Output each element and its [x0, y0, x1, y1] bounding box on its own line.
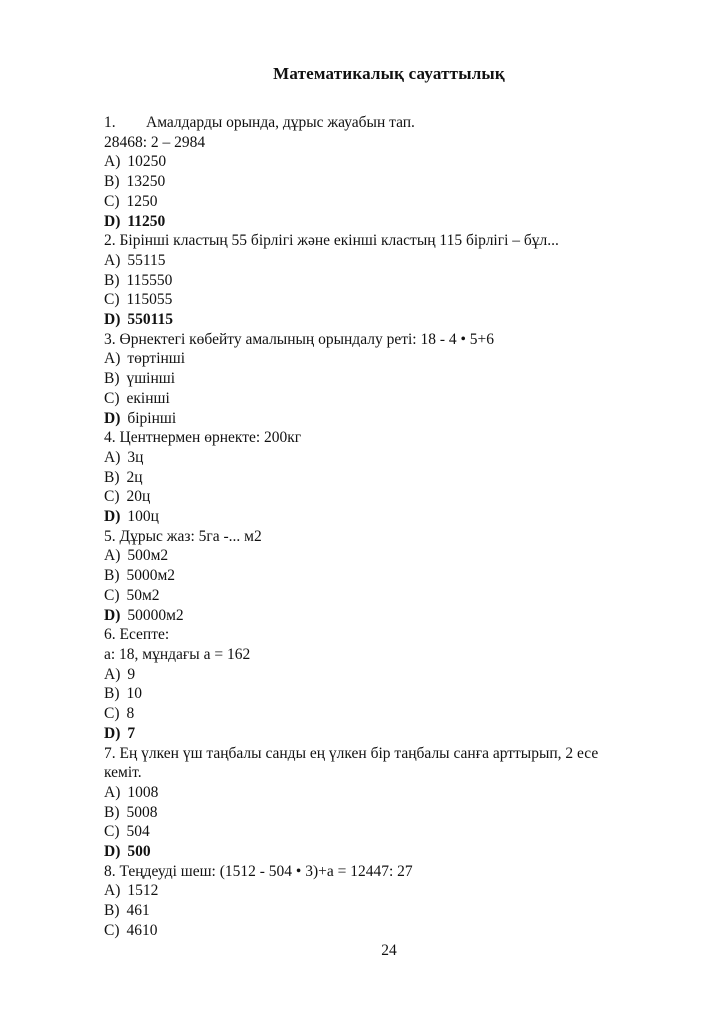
answer-option-text: 115055	[126, 291, 173, 309]
answer-option-letter: C)	[104, 586, 120, 604]
answer-option-text: 3ц	[127, 448, 144, 466]
question-text-line	[104, 862, 674, 882]
answer-option-text: 7	[127, 724, 136, 742]
answer-option-text: 20ц	[126, 488, 151, 506]
question-text: 6. Есепте:	[104, 626, 170, 644]
answer-option	[104, 271, 674, 291]
answer-option-text: 2ц	[126, 468, 143, 486]
answer-option	[104, 842, 674, 862]
answer-option-text: 500	[127, 843, 151, 861]
question-text: 28468: 2 – 2984	[104, 133, 206, 151]
answer-option-text: 55115	[127, 251, 166, 269]
question-text-line	[104, 645, 674, 665]
answer-option-letter: A)	[104, 251, 121, 269]
answer-option	[104, 192, 674, 212]
answer-option	[104, 251, 674, 271]
answer-option-letter: B)	[104, 173, 120, 191]
answer-option	[104, 684, 674, 704]
answer-option-text: 50000м2	[127, 606, 184, 624]
answer-option	[104, 822, 674, 842]
question-block	[104, 744, 674, 862]
answer-option	[104, 901, 674, 921]
answer-option	[104, 606, 674, 626]
answer-option-letter: D)	[104, 212, 121, 230]
answer-option	[104, 152, 674, 172]
answer-option-letter: C)	[104, 921, 120, 939]
document-content	[104, 64, 674, 941]
page-number: 24	[381, 942, 397, 959]
answer-option-text: 1512	[127, 882, 159, 900]
answer-option	[104, 349, 674, 369]
answer-option-letter: A)	[104, 350, 121, 368]
answer-option-letter: B)	[104, 685, 120, 703]
question-text-line	[104, 428, 674, 448]
answer-option-text: 550115	[127, 311, 174, 329]
answer-option	[104, 389, 674, 409]
question-block	[104, 625, 674, 743]
question-text-line	[104, 330, 674, 350]
answer-option-text: үшінші	[126, 370, 176, 388]
answer-option-text: 115550	[126, 271, 173, 289]
answer-option-letter: A)	[104, 547, 121, 565]
answer-option-letter: D)	[104, 409, 121, 427]
question-text: а: 18, мұндағы а = 162	[104, 645, 251, 663]
question-text: 2. Бірінші кластың 55 бірлігі және екінші кластың 115 бірлігі – бұл...	[104, 232, 559, 250]
answer-option-letter: D)	[104, 508, 121, 526]
answer-option	[104, 290, 674, 310]
answer-option	[104, 310, 674, 330]
question-block	[104, 231, 674, 330]
question-text: 4. Центнермен өрнекте: 200кг	[104, 429, 302, 447]
answer-option-letter: D)	[104, 724, 121, 742]
question-text-line	[104, 763, 674, 783]
answer-option	[104, 704, 674, 724]
answer-option	[104, 546, 674, 566]
answer-option	[104, 783, 674, 803]
answer-option-text: 504	[126, 823, 150, 841]
answer-option-text: 1008	[127, 783, 159, 801]
answer-option-letter: A)	[104, 448, 121, 466]
answer-option	[104, 212, 674, 232]
answer-option-text: 10250	[127, 153, 167, 171]
answer-option	[104, 448, 674, 468]
answer-option-letter: B)	[104, 370, 120, 388]
question-text-line	[104, 527, 674, 547]
answer-option-letter: B)	[104, 902, 120, 920]
answer-option-letter: C)	[104, 291, 120, 309]
question-text-line	[104, 113, 674, 133]
question-block	[104, 330, 674, 429]
answer-option	[104, 409, 674, 429]
answer-option-letter: D)	[104, 843, 121, 861]
question-number: 1.	[104, 114, 116, 131]
answer-option-text: 1250	[126, 192, 158, 210]
answer-option	[104, 468, 674, 488]
answer-option	[104, 881, 674, 901]
answer-option-text: 9	[127, 665, 136, 683]
answer-option-letter: A)	[104, 153, 121, 171]
answer-option-letter: D)	[104, 606, 121, 624]
answer-option-letter: D)	[104, 311, 121, 329]
answer-option	[104, 665, 674, 685]
question-text: 3. Өрнектегі көбейту амалының орындалу реті: 18 - 4 • 5+6	[104, 330, 495, 348]
answer-option	[104, 369, 674, 389]
question-block	[104, 113, 674, 231]
question-text-line	[104, 133, 674, 153]
answer-option-text: 5000м2	[126, 567, 176, 585]
question-block	[104, 428, 674, 527]
answer-option-letter: C)	[104, 705, 120, 723]
answer-option-letter: C)	[104, 823, 120, 841]
answer-option-text: 8	[126, 705, 135, 723]
question-block	[104, 862, 674, 941]
question-text-line	[104, 625, 674, 645]
answer-option-letter: B)	[104, 803, 120, 821]
answer-option	[104, 724, 674, 744]
answer-option	[104, 586, 674, 606]
answer-option-text: 5008	[126, 803, 158, 821]
question-text: кеміт.	[104, 764, 142, 782]
answer-option-text: бірінші	[127, 409, 177, 427]
answer-option	[104, 487, 674, 507]
answer-option-letter: A)	[104, 882, 121, 900]
document-title: Математикалық сауаттылық	[273, 64, 505, 83]
answer-option-letter: A)	[104, 783, 121, 801]
answer-option-text: төртінші	[127, 350, 186, 368]
answer-option	[104, 172, 674, 192]
answer-option-letter: A)	[104, 665, 121, 683]
answer-option	[104, 507, 674, 527]
questions-container	[104, 113, 674, 941]
answer-option-letter: C)	[104, 488, 120, 506]
answer-option-text: 50м2	[126, 586, 160, 604]
question-block	[104, 527, 674, 626]
question-text: 7. Ең үлкен үш таңбалы санды ең үлкен бір таңбалы санға арттырып, 2 есе	[104, 744, 599, 762]
question-text: 5. Дұрыс жаз: 5га -... м2	[104, 527, 262, 545]
answer-option-letter: C)	[104, 389, 120, 407]
answer-option-letter: B)	[104, 271, 120, 289]
answer-option	[104, 803, 674, 823]
question-text-line	[104, 231, 674, 251]
answer-option-text: 461	[126, 902, 150, 920]
answer-option	[104, 566, 674, 586]
answer-option-text: 11250	[127, 212, 166, 230]
answer-option-letter: B)	[104, 567, 120, 585]
question-text-line	[104, 744, 674, 764]
answer-option-text: 500м2	[127, 547, 169, 565]
question-text: Амалдарды орында, дұрыс жауабын тап.	[146, 114, 415, 131]
answer-option-text: екінші	[126, 389, 170, 407]
answer-option-letter: C)	[104, 192, 120, 210]
answer-option	[104, 921, 674, 941]
question-text: 8. Теңдеуді шеш: (1512 - 504 • 3)+а = 12447: 27	[104, 862, 413, 880]
answer-option-letter: B)	[104, 468, 120, 486]
answer-option-text: 10	[126, 685, 142, 703]
answer-option-text: 100ц	[127, 508, 159, 526]
answer-option-text: 4610	[126, 921, 158, 939]
answer-option-text: 13250	[126, 173, 166, 191]
